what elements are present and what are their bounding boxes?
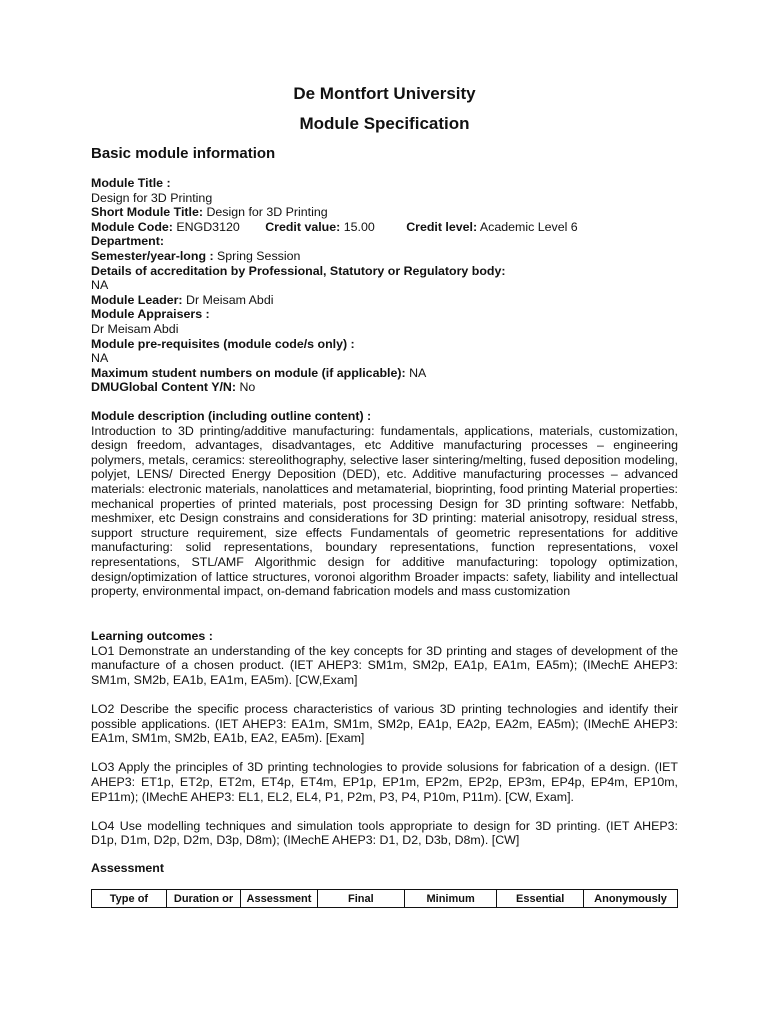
module-info [91, 176, 678, 395]
module-leader-value: Dr Meisam Abdi [186, 292, 274, 307]
document-title: Module Specification [299, 114, 470, 133]
credit-value: 15.00 [343, 219, 375, 234]
short-title-label: Short Module Title: [91, 205, 203, 220]
learning-outcome-4: LO4 Use modelling techniques and simulation tools appropriate to design for 3D printing. (IET AHEP3: D1p, D1m, D2p, D2m, D3p, D8m); (IMechE AHEP3: D1, D2, D3b, D8m). [CW] [91, 818, 678, 848]
department-label: Department: [91, 234, 164, 249]
credit-level-label: Credit level: [406, 219, 478, 234]
semester-value: Spring Session [217, 248, 301, 263]
assessment-table [91, 889, 678, 908]
module-title-value: Design for 3D Printing [91, 190, 213, 205]
max-students-value: NA [409, 365, 427, 380]
appraisers-label: Module Appraisers : [91, 307, 210, 322]
accreditation-value: NA [91, 278, 109, 293]
learning-outcome-1: LO1 Demonstrate an understanding of the key concepts for 3D printing and stages of development of the manufacture of a chosen product. (IET AHEP3: SM1m, SM2p, EA1p, EA1m, EA5m); (IMechE AHEP3: SM1m, SM2b, EA1b, EA1m, EA5m). [CW,Exam] [91, 643, 678, 687]
prerequisites-label: Module pre-requisites (module code/s only) : [91, 336, 355, 351]
max-students-label: Maximum student numbers on module (if applicable): [91, 365, 406, 380]
col-minimum: Minimum [404, 890, 496, 908]
semester-label: Semester/year-long : [91, 248, 214, 263]
module-title-label: Module Title : [91, 176, 171, 190]
learning-outcome-3: LO3 Apply the principles of 3D printing technologies to provide solusions for fabrication of a design. (IET AHEP3: ET1p, ET2p, ET2m, ET4p, ET4m, EP1p, EP1m, EP2m, EP2p, EP3m, EP4p, EP4m, EP10m, EP11m); (IMechE AHEP3: EL1, EL2, EL4, P1, P2m, P3, P4, P10m, P11m). [CW, Exam]. [91, 760, 678, 804]
credit-level-value: Academic Level 6 [479, 219, 578, 234]
appraisers-value: Dr Meisam Abdi [91, 321, 179, 336]
module-code-value: ENGD3120 [176, 219, 240, 234]
dmuglobal-value: No [239, 380, 256, 395]
col-type-of: Type of [92, 890, 167, 908]
module-description [91, 409, 678, 599]
prerequisites-value: NA [91, 351, 109, 366]
description-label: Module description (including outline content) : [91, 409, 372, 423]
col-assessment: Assessment [241, 890, 318, 908]
accreditation-label: Details of accreditation by Professional, Statutory or Regulatory body: [91, 263, 506, 278]
description-text: Introduction to 3D printing/additive manufacturing: fundamentals, applications, materials, customization, design freedom, advantages, disadvantages, etc Additive manufacturing processes – engineering polymers, metals, ceramics: stereolithography, selective laser sintering/melting, fused deposition modeling, polyjet, LENS/ Directed Energy Deposition (DED), etc. Additive manufacturing processes – advanced materials: electronic materials, nanolattices and metamaterial, bioprinting, food printing Material properties: mechanical properties of printed materials, post processing Design for 3D printing software: Netfabb, meshmixer, etc Design constrains and considerations for 3D printing: material anisotropy, residual stress, support structure requirement, size effects Fundamentals of geometric representations for additive manufacturing: solid representations, boundary representations, function representations, voxel representations, STL/AMF Algorithmic design for additive manufacturing: topology optimization, design/optimization of lattice structures, voronoi algorithm Broader impacts: safety, liability and intellectual property, environmental impact, on-demand fabrication models and mass customization [91, 423, 678, 599]
dmuglobal-label: DMUGlobal Content Y/N: [91, 380, 237, 395]
assessment-header-row [92, 890, 678, 908]
university-title: De Montfort University [293, 84, 476, 103]
learning-outcomes [91, 629, 678, 863]
module-leader-label: Module Leader: [91, 292, 183, 307]
short-title-value: Design for 3D Printing [206, 205, 328, 220]
col-anonymously: Anonymously [584, 890, 678, 908]
learning-outcomes-label: Learning outcomes : [91, 629, 213, 643]
credit-value-label: Credit value: [265, 219, 341, 234]
col-essential: Essential [497, 890, 584, 908]
col-duration: Duration or [166, 890, 240, 908]
section-heading: Basic module information [91, 145, 276, 162]
module-code-label: Module Code: [91, 219, 173, 234]
learning-outcome-2: LO2 Describe the specific process characteristics of various 3D printing technologies and identify their possible applications. (IET AHEP3: EA1m, SM1m, SM2p, EA1p, EA2p, EA2m, EA5m); (IMechE AHEP3: EA1m, SM1m, SM2b, EA1b, EA2, EA5m). [Exam] [91, 701, 678, 746]
assessment-heading: Assessment [91, 861, 165, 875]
col-final: Final [317, 890, 404, 908]
